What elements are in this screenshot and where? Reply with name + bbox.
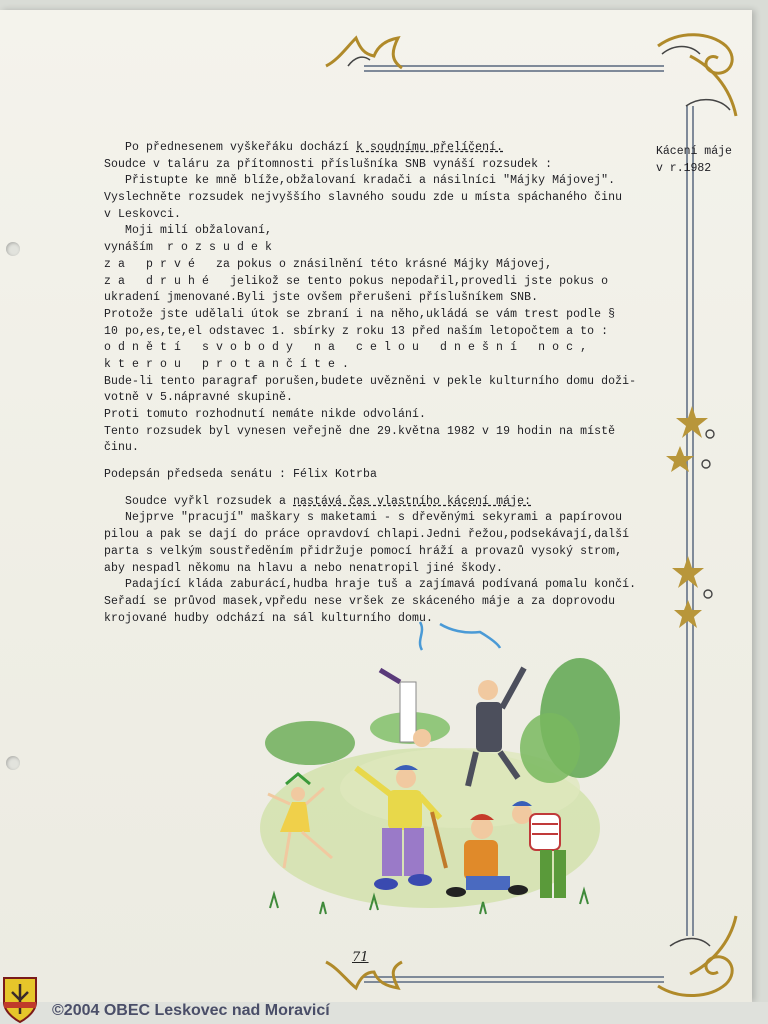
document-page <box>0 10 752 1002</box>
corner-ornament-icon <box>650 26 750 136</box>
punch-hole <box>6 756 20 770</box>
text-line: Protože jste udělali útok se zbraní i na něho,ukládá se vám trest podle § <box>104 307 616 321</box>
verdict-text <box>104 140 637 627</box>
frame-line <box>364 70 664 72</box>
text-line: Tento rozsudek byl vynesen veřejně dne 29.května 1982 v 19 hodin na místě <box>104 424 616 438</box>
frame-line <box>692 106 694 936</box>
corner-ornament-icon <box>650 906 750 1002</box>
copyright-text: ©2004 OBEC Leskovec nad Moravicí <box>52 1002 330 1019</box>
carnival-illustration-icon <box>250 618 620 928</box>
text-line: Seřadí se průvod masek,vpředu nese vršek ze skáceného máje a za doprovodu <box>104 594 616 608</box>
frame-line <box>364 981 664 983</box>
stars-ornament-icon <box>660 550 724 640</box>
signature-line: Podepsán předseda senátu : Félix Kotrba <box>104 468 378 482</box>
text-line: 10 po,es,te,el odstavec 1. sbírky z roku 13 před naším letopočtem a to : <box>104 324 609 338</box>
line-text: Soudce vyřkl rozsudek a <box>104 494 294 508</box>
text-line: Soudce v taláru za přítomnosti příslušníka SNB vynáší rozsudek : <box>104 157 553 171</box>
text-line: aby nespadl někomu na hlavu a nebo nenatropil jiné škody. <box>104 561 504 575</box>
page-number: 71 <box>352 950 369 965</box>
text-line: Přistupte ke mně blíže,obžalovaní kradači a násilníci "Májky Májovej". <box>104 174 616 188</box>
punch-hole <box>6 242 20 256</box>
text-line <box>104 494 624 511</box>
text-line <box>104 140 624 157</box>
text-line: vynáším r o z s u d e k <box>104 241 273 255</box>
text-line: v Leskovci. <box>104 207 182 221</box>
top-ornament-icon <box>318 30 408 74</box>
text-line: parta s velkým soustředěním přidržuje pomocí hráží a provazů vysoký strom, <box>104 544 623 558</box>
coat-of-arms-icon <box>0 974 40 1024</box>
text-line: Vyslechněte rozsudek nejvyššího slavného soudu zde u místa spáchaného činu <box>104 191 623 205</box>
text-line: z a d r u h é jelikož se tento pokus nepodařil,provedli jste pokus o <box>104 274 609 288</box>
text-line: Padající kláda zaburácí,hudba hraje tuš a zajímavá podívaná pomalu končí. <box>104 578 637 592</box>
text-line: ukradení jmenované.Byli jste ovšem přerušeni příslušníkem SNB. <box>104 291 539 305</box>
margin-note: Kácení máje v r.1982 <box>656 145 732 175</box>
underlined-text: nastává čas vlastního kácení máje: <box>293 494 532 508</box>
text-line: Proti tomuto rozhodnutí nemáte nikde odvolání. <box>104 408 427 421</box>
stars-ornament-icon <box>660 400 724 484</box>
line-text: Po přednesenem vyškeřáku dochází <box>104 141 357 154</box>
frame-line <box>364 65 664 67</box>
text-line: krojované hudby odchází na sál kulturního domu. <box>104 611 434 625</box>
text-line: o d n ě t í s v o b o d y n a c e l o u d n e š n í n o c , <box>104 341 588 355</box>
text-line: z a p r v é za pokus o znásilnění této krásné Májky Májovej, <box>104 257 553 271</box>
text-line: votně v 5.nápravné skupině. <box>104 391 294 405</box>
underlined-text: k soudnímu přelíčení. <box>356 141 504 154</box>
text-line: k t e r o u p r o t a n č í t e . <box>104 357 350 371</box>
frame-line <box>686 106 688 936</box>
text-line: činu. <box>104 441 140 455</box>
text-line: Moji milí obžalovaní, <box>104 224 273 238</box>
text-line: pilou a pak se dají do práce opravdoví chlapi.Jedni řežou,podsekávají,další <box>104 528 630 542</box>
frame-line <box>364 976 664 978</box>
text-line: Bude-li tento paragraf porušen,budete uvězněni v pekle kulturního domu doži- <box>104 374 637 388</box>
text-line: Nejprve "pracují" maškary s maketami - s dřevěnými sekyrami a papírovou <box>104 511 623 525</box>
